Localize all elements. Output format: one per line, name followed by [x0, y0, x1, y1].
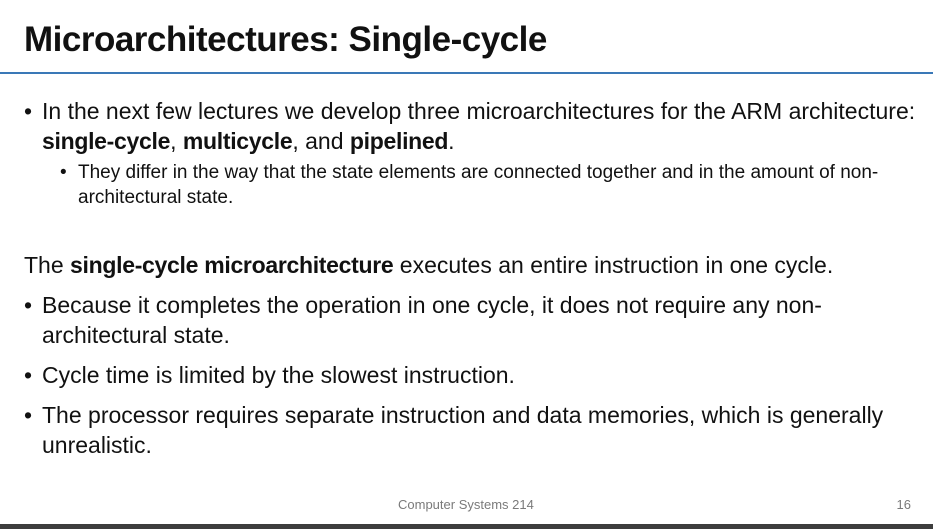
bottom-bar: [0, 524, 933, 529]
slide-body: [24, 96, 919, 460]
separator: ,: [170, 128, 183, 154]
page-number: 16: [896, 497, 911, 512]
definition-text: The: [24, 252, 71, 278]
spacer: [24, 390, 919, 400]
term-single-cycle-microarchitecture: single-cycle microarchitecture: [70, 252, 394, 278]
bullet-text: Because it completes the operation in one cycle, it does not require any non-architectural state.: [42, 292, 822, 348]
footer-course: Computer Systems 214: [398, 497, 534, 512]
bullet-cycle-time: [24, 360, 919, 390]
definition-text: executes an entire instruction in one cycle.: [393, 252, 834, 278]
bullet-dot: •: [24, 292, 33, 318]
term-multicycle: multicycle: [182, 128, 293, 154]
term-pipelined: pipelined: [349, 128, 449, 154]
bullet-dot: •: [24, 98, 33, 124]
bullet-microarchitectures: [24, 96, 919, 156]
bullet-separate-memories: [24, 400, 919, 460]
spacer: [24, 210, 919, 250]
single-cycle-definition: [24, 250, 919, 280]
bullet-text: The processor requires separate instruction and data memories, which is generally unrealistic.: [42, 402, 884, 458]
bullet-text: Cycle time is limited by the slowest instruction.: [42, 362, 515, 388]
slide-title: Microarchitectures: Single-cycle: [24, 20, 547, 59]
bullet-dot: •: [24, 362, 33, 388]
period: .: [448, 128, 455, 154]
bullet-text: In the next few lectures we develop three microarchitectures for the ARM architecture:: [42, 98, 916, 124]
sub-bullet-text: They differ in the way that the state elements are connected together and in the amount of non-architectural state.: [78, 162, 879, 208]
spacer: [24, 280, 919, 290]
bullet-dot: •: [60, 162, 67, 183]
term-single-cycle: single-cycle: [42, 128, 171, 154]
spacer: [24, 350, 919, 360]
bullet-dot: •: [24, 402, 33, 428]
sub-bullet-differences: [60, 160, 919, 210]
title-divider: [0, 72, 933, 74]
bullet-no-nonarch-state: [24, 290, 919, 350]
separator: , and: [292, 128, 350, 154]
